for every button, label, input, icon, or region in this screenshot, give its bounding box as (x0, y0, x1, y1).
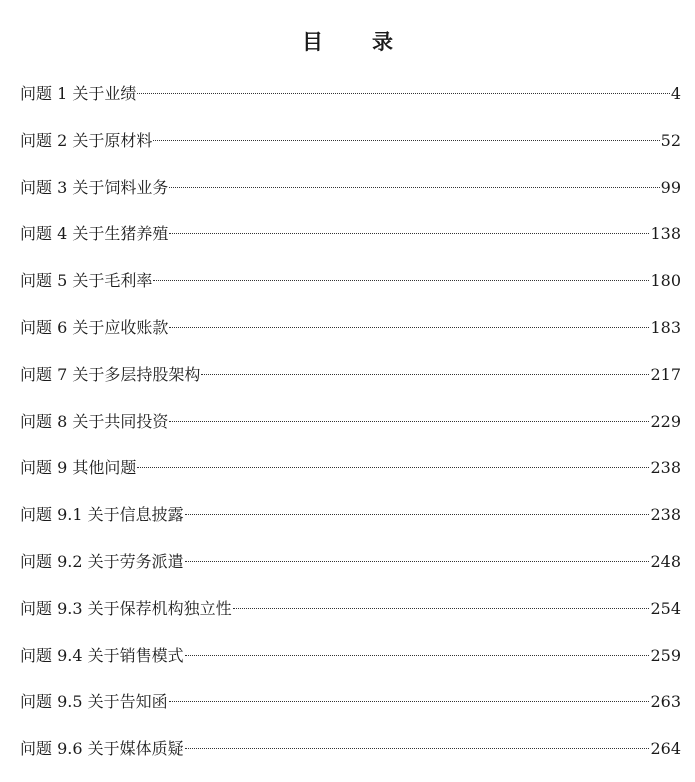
toc-entry[interactable] (20, 735, 681, 782)
toc-page-number: 254 (650, 598, 681, 618)
toc-entry[interactable] (20, 501, 681, 548)
toc-page-number: 180 (650, 271, 681, 291)
toc-title: 目 录 (302, 29, 407, 54)
toc-page-number: 217 (650, 364, 681, 384)
toc-page-number: 263 (650, 692, 681, 712)
toc-entry-label: 问题 9.4 关于销售模式 (20, 645, 184, 665)
toc-leader-dots (169, 421, 649, 422)
toc-entry[interactable] (20, 174, 681, 221)
toc-leader-dots (185, 561, 650, 562)
toc-entry[interactable] (20, 80, 681, 127)
toc-page-number: 99 (660, 177, 681, 197)
toc-leader-dots (169, 327, 649, 328)
toc-entry[interactable] (20, 688, 681, 735)
toc-entry-label: 问题 9.1 关于信息披露 (20, 505, 184, 525)
toc-leader-dots (185, 655, 650, 656)
toc-entry-label: 问题 2 关于原材料 (20, 130, 153, 150)
toc-leader-dots (153, 140, 659, 141)
toc-page-number: 248 (650, 551, 681, 571)
toc-leader-dots (169, 701, 650, 702)
toc-entry-label: 问题 5 关于毛利率 (20, 271, 153, 291)
toc-entry-label: 问题 7 关于多层持股架构 (20, 364, 201, 384)
toc-page-number: 259 (650, 645, 681, 665)
toc-page-number: 264 (650, 739, 681, 759)
toc-page-number: 238 (650, 458, 681, 478)
toc-entry[interactable] (20, 548, 681, 595)
toc-entry[interactable] (20, 127, 681, 174)
toc-leader-dots (153, 280, 649, 281)
toc-leader-dots (233, 608, 650, 609)
toc-entry[interactable] (20, 314, 681, 361)
toc-list (20, 80, 681, 782)
toc-leader-dots (169, 187, 659, 188)
toc-entry-label: 问题 4 关于生猪养殖 (20, 224, 169, 244)
toc-entry[interactable] (20, 267, 681, 314)
toc-entry-label: 问题 9 其他问题 (20, 458, 137, 478)
toc-page-number: 52 (660, 130, 681, 150)
toc-entry[interactable] (20, 408, 681, 455)
toc-leader-dots (185, 514, 650, 515)
toc-leader-dots (201, 374, 649, 375)
toc-leader-dots (185, 748, 650, 749)
toc-entry[interactable] (20, 642, 681, 689)
toc-entry[interactable] (20, 220, 681, 267)
toc-entry-label: 问题 9.3 关于保荐机构独立性 (20, 598, 232, 618)
toc-entry[interactable] (20, 361, 681, 408)
toc-entry-label: 问题 1 关于业绩 (20, 84, 137, 103)
toc-page-number: 238 (650, 505, 681, 525)
toc-entry-label: 问题 3 关于饲料业务 (20, 177, 169, 197)
toc-entry-label: 问题 6 关于应收账款 (20, 317, 169, 337)
toc-leader-dots (137, 93, 669, 94)
toc-entry-label: 问题 9.6 关于媒体质疑 (20, 739, 184, 759)
toc-leader-dots (169, 233, 649, 234)
toc-page-number: 138 (650, 224, 681, 244)
toc-page-number: 4 (670, 84, 681, 103)
toc-entry-label: 问题 9.5 关于告知函 (20, 692, 168, 712)
toc-leader-dots (137, 467, 649, 468)
toc-entry[interactable] (20, 595, 681, 642)
toc-page-number: 229 (650, 411, 681, 431)
toc-entry-label: 问题 8 关于共同投资 (20, 411, 169, 431)
toc-page-number: 183 (650, 317, 681, 337)
toc-entry[interactable] (20, 454, 681, 501)
toc-entry-label: 问题 9.2 关于劳务派遣 (20, 551, 184, 571)
